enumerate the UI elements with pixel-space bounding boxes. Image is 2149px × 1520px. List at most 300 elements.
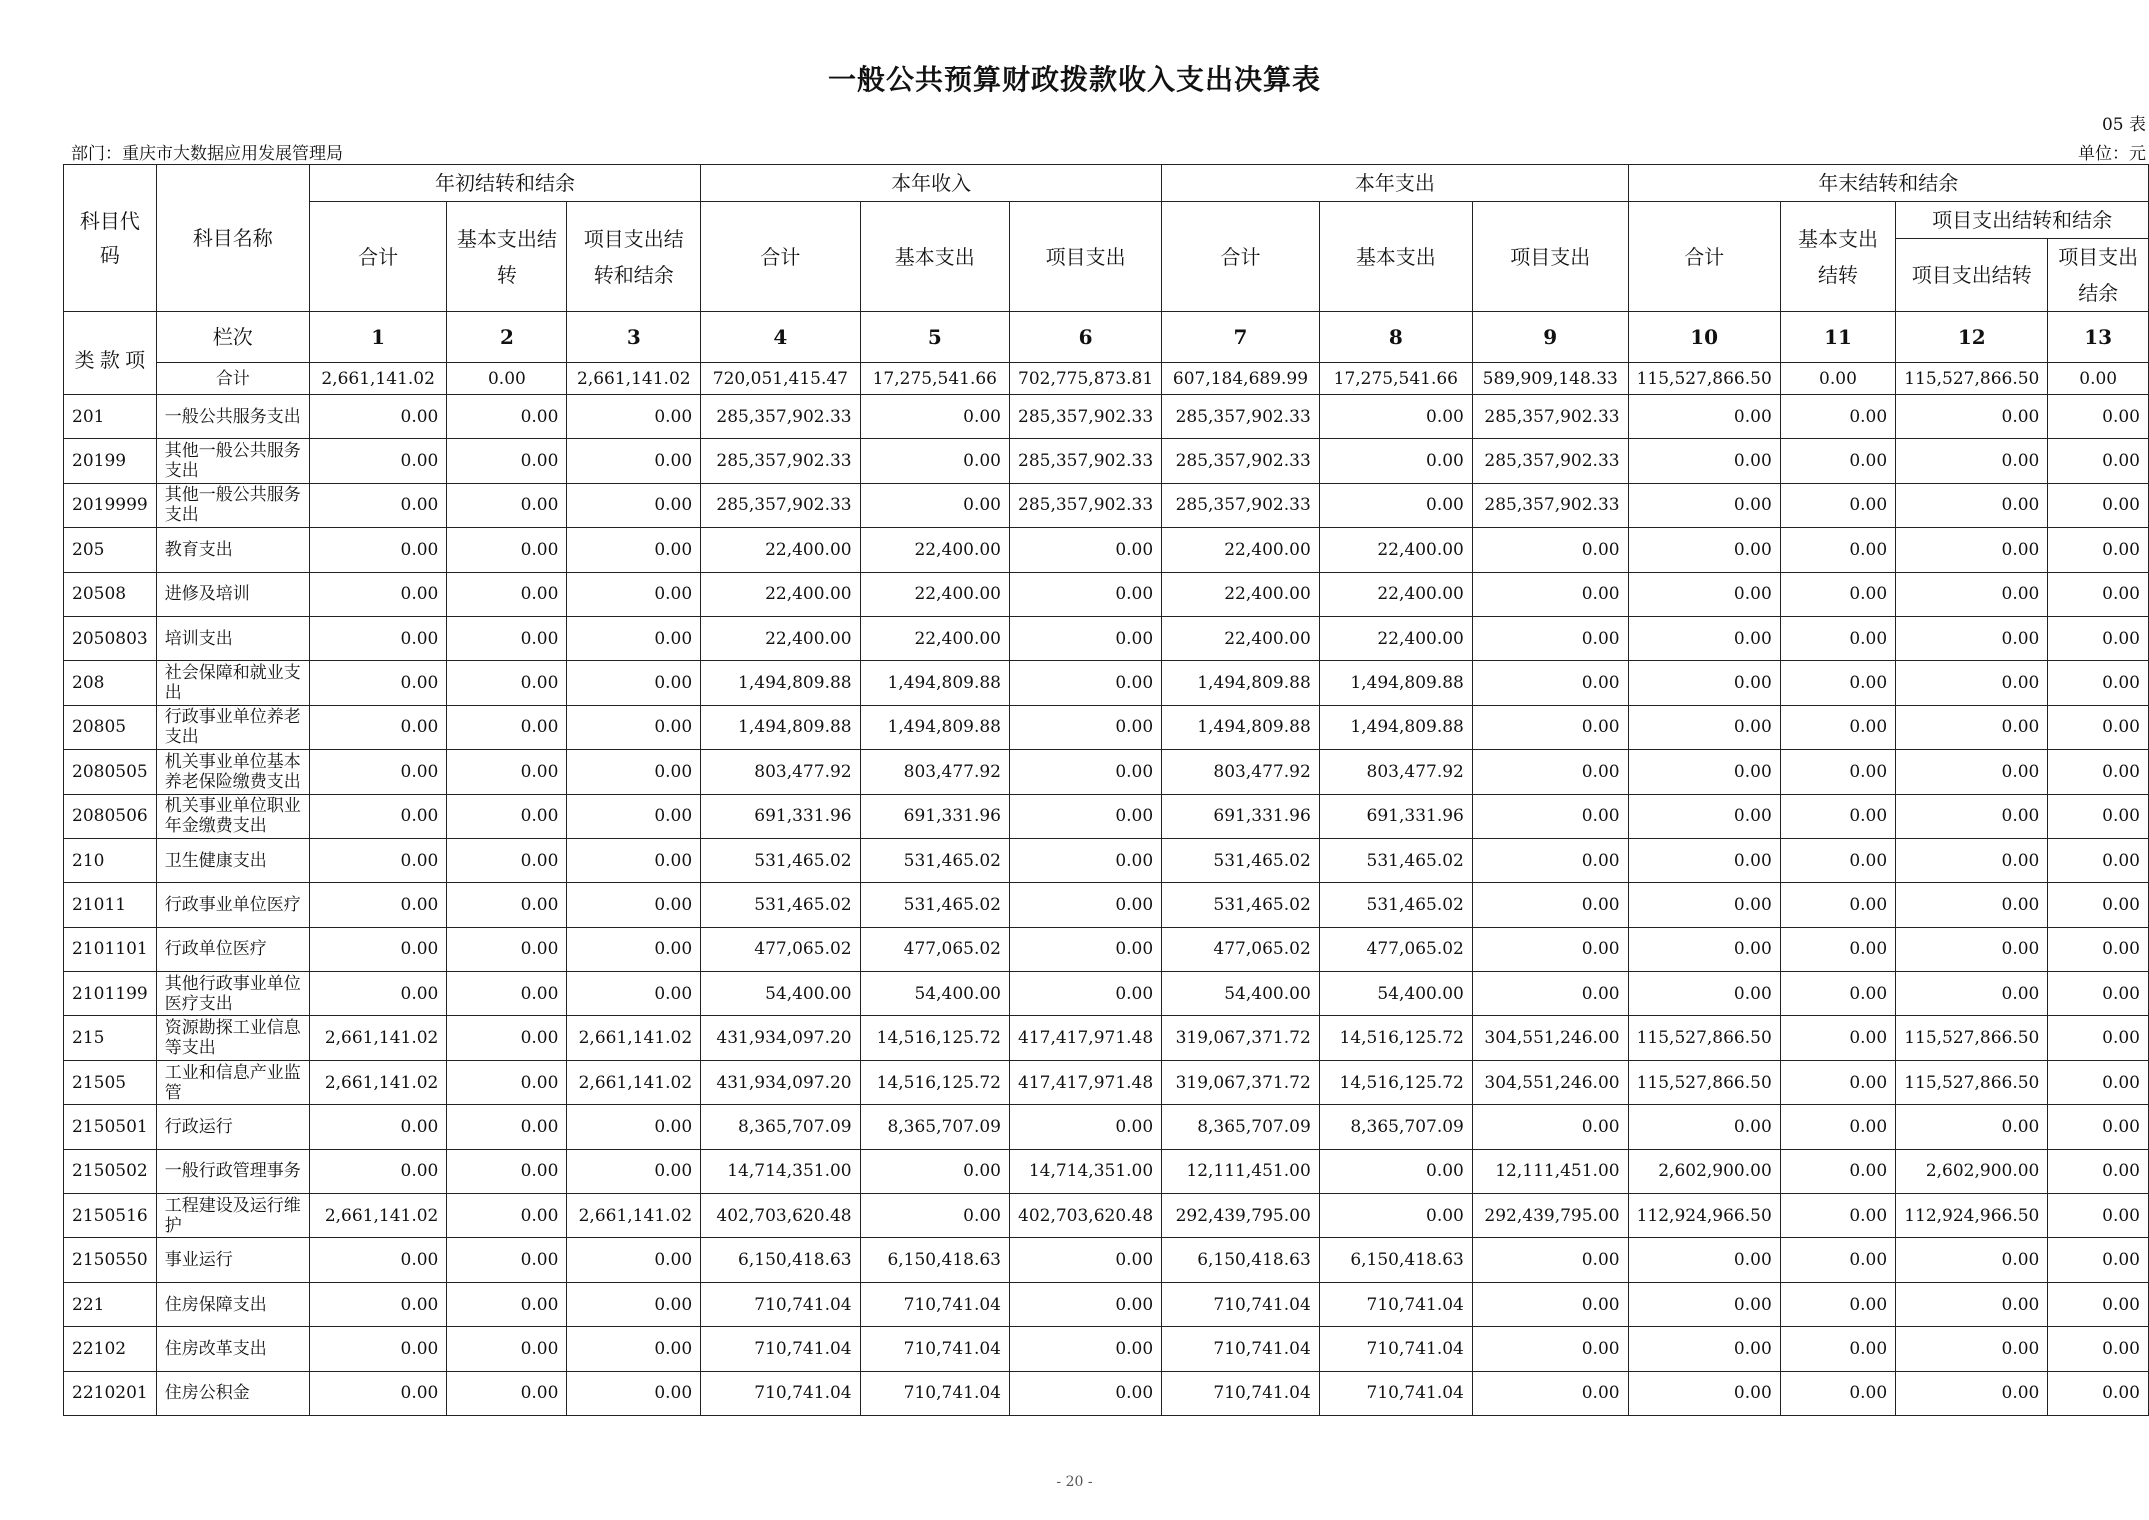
row-value: 8,365,707.09 xyxy=(860,1105,1009,1149)
row-code: 210 xyxy=(64,838,157,882)
row-value: 22,400.00 xyxy=(1319,528,1472,572)
row-value: 0.00 xyxy=(2048,1238,2149,1282)
row-value: 0.00 xyxy=(309,395,446,439)
row-value: 0.00 xyxy=(309,1105,446,1149)
row-value: 12,111,451.00 xyxy=(1472,1149,1628,1193)
row-code: 20805 xyxy=(64,705,157,749)
row-value: 0.00 xyxy=(860,395,1009,439)
row-value: 22,400.00 xyxy=(860,616,1009,660)
row-value: 0.00 xyxy=(567,1149,701,1193)
row-name: 工业和信息产业监管 xyxy=(156,1060,309,1104)
row-value: 0.00 xyxy=(860,1149,1009,1193)
row-value: 0.00 xyxy=(1780,1105,1895,1149)
table-number: 05 表 xyxy=(2101,115,2146,135)
row-value: 12,111,451.00 xyxy=(1162,1149,1320,1193)
row-value: 0.00 xyxy=(1472,883,1628,927)
row-value: 0.00 xyxy=(2048,483,2149,527)
row-value: 0.00 xyxy=(447,1238,567,1282)
row-value: 6,150,418.63 xyxy=(1162,1238,1320,1282)
row-value: 0.00 xyxy=(567,1105,701,1149)
table-row xyxy=(64,395,2149,439)
row-value: 14,714,351.00 xyxy=(701,1149,860,1193)
row-value: 0.00 xyxy=(1472,972,1628,1016)
row-value: 0.00 xyxy=(1628,927,1780,971)
table-body xyxy=(64,395,2149,1416)
row-value: 0.00 xyxy=(1628,705,1780,749)
row-value: 0.00 xyxy=(1628,1371,1780,1415)
row-value: 0.00 xyxy=(1010,572,1162,616)
row-value: 0.00 xyxy=(1780,528,1895,572)
page-title: 一般公共预算财政拨款收入支出决算表 xyxy=(827,63,1321,96)
row-value: 14,516,125.72 xyxy=(1319,1060,1472,1104)
row-value: 0.00 xyxy=(447,483,567,527)
row-value: 0.00 xyxy=(447,439,567,483)
row-value: 1,494,809.88 xyxy=(701,705,860,749)
row-value: 0.00 xyxy=(1780,483,1895,527)
header-begin-total: 合计 xyxy=(309,202,446,312)
row-value: 402,703,620.48 xyxy=(1010,1194,1162,1238)
header-end-basic-carry: 基本支出结转 xyxy=(1780,202,1895,312)
row-code: 2080505 xyxy=(64,750,157,794)
row-value: 22,400.00 xyxy=(860,572,1009,616)
column-number: 4 xyxy=(701,312,860,363)
row-value: 0.00 xyxy=(2048,794,2149,838)
row-value: 285,357,902.33 xyxy=(701,439,860,483)
header-lanci: 栏次 xyxy=(156,312,309,363)
row-value: 0.00 xyxy=(1319,1149,1472,1193)
row-value: 0.00 xyxy=(2048,1327,2149,1371)
column-number: 6 xyxy=(1010,312,1162,363)
row-value: 0.00 xyxy=(1472,750,1628,794)
row-value: 710,741.04 xyxy=(1319,1371,1472,1415)
row-name: 其他行政事业单位医疗支出 xyxy=(156,972,309,1016)
row-value: 2,661,141.02 xyxy=(309,1194,446,1238)
row-value: 0.00 xyxy=(1472,1371,1628,1415)
row-value: 0.00 xyxy=(567,1238,701,1282)
row-value: 0.00 xyxy=(1628,1327,1780,1371)
row-value: 0.00 xyxy=(1780,750,1895,794)
row-value: 0.00 xyxy=(1780,1194,1895,1238)
row-value: 0.00 xyxy=(1010,1105,1162,1149)
row-value: 0.00 xyxy=(1010,616,1162,660)
row-value: 0.00 xyxy=(447,661,567,705)
row-value: 0.00 xyxy=(2048,883,2149,927)
row-value: 0.00 xyxy=(1780,1149,1895,1193)
row-value: 319,067,371.72 xyxy=(1162,1060,1320,1104)
row-value: 0.00 xyxy=(1010,661,1162,705)
row-value: 0.00 xyxy=(567,1282,701,1326)
row-value: 0.00 xyxy=(567,838,701,882)
row-value: 0.00 xyxy=(1472,1238,1628,1282)
row-value: 1,494,809.88 xyxy=(701,661,860,705)
row-value: 54,400.00 xyxy=(860,972,1009,1016)
row-value: 0.00 xyxy=(567,750,701,794)
row-value: 0.00 xyxy=(1628,483,1780,527)
table-row xyxy=(64,927,2149,971)
row-value: 285,357,902.33 xyxy=(1472,483,1628,527)
column-number: 2 xyxy=(447,312,567,363)
row-value: 0.00 xyxy=(1780,1371,1895,1415)
column-number: 12 xyxy=(1896,312,2048,363)
table-row xyxy=(64,750,2149,794)
row-value: 0.00 xyxy=(2048,705,2149,749)
row-value: 0.00 xyxy=(1780,927,1895,971)
row-value: 0.00 xyxy=(447,1149,567,1193)
row-value: 0.00 xyxy=(1896,1238,2048,1282)
row-code: 208 xyxy=(64,661,157,705)
row-code: 20508 xyxy=(64,572,157,616)
row-value: 0.00 xyxy=(1628,528,1780,572)
row-name: 行政运行 xyxy=(156,1105,309,1149)
row-value: 0.00 xyxy=(1896,439,2048,483)
page-number: - 20 - xyxy=(1056,1474,1093,1490)
header-end-project-carry: 项目支出结转 xyxy=(1896,239,2048,312)
budget-table xyxy=(63,164,2149,1416)
row-value: 285,357,902.33 xyxy=(701,483,860,527)
row-value: 531,465.02 xyxy=(701,883,860,927)
header-lei: 类 xyxy=(74,348,95,372)
row-value: 22,400.00 xyxy=(1162,616,1320,660)
row-value: 0.00 xyxy=(1628,661,1780,705)
row-value: 531,465.02 xyxy=(860,883,1009,927)
row-value: 0.00 xyxy=(447,528,567,572)
row-value: 0.00 xyxy=(1780,838,1895,882)
row-value: 14,516,125.72 xyxy=(860,1016,1009,1060)
row-value: 0.00 xyxy=(860,483,1009,527)
header-name: 科目名称 xyxy=(156,165,309,312)
row-value: 0.00 xyxy=(447,1105,567,1149)
row-value: 0.00 xyxy=(2048,1282,2149,1326)
row-name: 一般公共服务支出 xyxy=(156,395,309,439)
row-value: 0.00 xyxy=(309,1282,446,1326)
row-code: 2080506 xyxy=(64,794,157,838)
row-value: 115,527,866.50 xyxy=(1628,1060,1780,1104)
row-value: 2,602,900.00 xyxy=(1896,1149,2048,1193)
row-value: 0.00 xyxy=(1472,572,1628,616)
row-value: 14,714,351.00 xyxy=(1010,1149,1162,1193)
row-value: 8,365,707.09 xyxy=(1162,1105,1320,1149)
row-name: 行政事业单位养老支出 xyxy=(156,705,309,749)
table-row xyxy=(64,1327,2149,1371)
row-value: 115,527,866.50 xyxy=(1896,1016,2048,1060)
row-value: 0.00 xyxy=(1896,395,2048,439)
row-code: 2101199 xyxy=(64,972,157,1016)
row-value: 803,477.92 xyxy=(1319,750,1472,794)
row-value: 0.00 xyxy=(1896,616,2048,660)
column-number: 7 xyxy=(1162,312,1320,363)
row-name: 其他一般公共服务支出 xyxy=(156,483,309,527)
header-income-total: 合计 xyxy=(701,202,860,312)
row-value: 0.00 xyxy=(309,927,446,971)
row-value: 2,602,900.00 xyxy=(1628,1149,1780,1193)
row-value: 710,741.04 xyxy=(1162,1327,1320,1371)
table-row xyxy=(64,1016,2149,1060)
total-value: 115,527,866.50 xyxy=(1896,363,2048,395)
row-name: 资源勘探工业信息等支出 xyxy=(156,1016,309,1060)
row-value: 0.00 xyxy=(309,750,446,794)
row-value: 0.00 xyxy=(1780,972,1895,1016)
total-value: 2,661,141.02 xyxy=(567,363,701,395)
row-value: 0.00 xyxy=(2048,750,2149,794)
row-name: 住房改革支出 xyxy=(156,1327,309,1371)
header-lei-kuan-xiang xyxy=(64,312,157,395)
row-value: 0.00 xyxy=(1780,883,1895,927)
row-value: 2,661,141.02 xyxy=(567,1060,701,1104)
row-value: 285,357,902.33 xyxy=(1162,395,1320,439)
row-code: 20199 xyxy=(64,439,157,483)
row-code: 2150501 xyxy=(64,1105,157,1149)
row-value: 0.00 xyxy=(309,838,446,882)
row-value: 6,150,418.63 xyxy=(1319,1238,1472,1282)
row-value: 292,439,795.00 xyxy=(1162,1194,1320,1238)
row-name: 教育支出 xyxy=(156,528,309,572)
row-value: 0.00 xyxy=(567,705,701,749)
header-group-begin: 年初结转和结余 xyxy=(309,165,700,202)
column-number: 9 xyxy=(1472,312,1628,363)
row-value: 0.00 xyxy=(567,572,701,616)
row-value: 112,924,966.50 xyxy=(1628,1194,1780,1238)
row-value: 22,400.00 xyxy=(701,616,860,660)
row-value: 0.00 xyxy=(860,1194,1009,1238)
row-value: 0.00 xyxy=(309,439,446,483)
table-row xyxy=(64,439,2149,483)
row-value: 1,494,809.88 xyxy=(1319,661,1472,705)
row-name: 事业运行 xyxy=(156,1238,309,1282)
table-row xyxy=(64,616,2149,660)
row-value: 0.00 xyxy=(1896,972,2048,1016)
table-row xyxy=(64,572,2149,616)
row-value: 1,494,809.88 xyxy=(1162,661,1320,705)
row-value: 0.00 xyxy=(2048,927,2149,971)
total-value: 607,184,689.99 xyxy=(1162,363,1320,395)
row-value: 115,527,866.50 xyxy=(1896,1060,2048,1104)
row-value: 0.00 xyxy=(1628,439,1780,483)
row-code: 2050803 xyxy=(64,616,157,660)
table-row xyxy=(64,838,2149,882)
row-value: 6,150,418.63 xyxy=(860,1238,1009,1282)
row-value: 1,494,809.88 xyxy=(860,661,1009,705)
row-value: 0.00 xyxy=(1010,972,1162,1016)
row-value: 0.00 xyxy=(567,661,701,705)
row-name: 培训支出 xyxy=(156,616,309,660)
column-number: 1 xyxy=(309,312,446,363)
row-value: 0.00 xyxy=(1628,794,1780,838)
row-name: 住房公积金 xyxy=(156,1371,309,1415)
row-value: 0.00 xyxy=(2048,972,2149,1016)
row-value: 0.00 xyxy=(1896,794,2048,838)
row-code: 205 xyxy=(64,528,157,572)
row-value: 285,357,902.33 xyxy=(1162,439,1320,483)
row-value: 0.00 xyxy=(2048,528,2149,572)
row-value: 710,741.04 xyxy=(1319,1327,1472,1371)
row-value: 0.00 xyxy=(1780,395,1895,439)
row-code: 2019999 xyxy=(64,483,157,527)
row-value: 0.00 xyxy=(1010,1327,1162,1371)
unit-label: 单位：元 xyxy=(2078,144,2146,164)
row-value: 304,551,246.00 xyxy=(1472,1060,1628,1104)
row-code: 215 xyxy=(64,1016,157,1060)
row-value: 54,400.00 xyxy=(701,972,860,1016)
row-value: 1,494,809.88 xyxy=(860,705,1009,749)
row-value: 0.00 xyxy=(1319,439,1472,483)
row-value: 0.00 xyxy=(1780,1282,1895,1326)
table-header xyxy=(64,165,2149,395)
row-value: 0.00 xyxy=(1896,661,2048,705)
row-value: 0.00 xyxy=(1628,838,1780,882)
row-value: 285,357,902.33 xyxy=(701,395,860,439)
row-value: 477,065.02 xyxy=(860,927,1009,971)
total-value: 17,275,541.66 xyxy=(860,363,1009,395)
row-value: 0.00 xyxy=(2048,1194,2149,1238)
row-value: 0.00 xyxy=(1472,528,1628,572)
row-value: 0.00 xyxy=(1896,1282,2048,1326)
row-value: 54,400.00 xyxy=(1162,972,1320,1016)
header-expense-project: 项目支出 xyxy=(1472,202,1628,312)
row-name: 一般行政管理事务 xyxy=(156,1149,309,1193)
row-name: 住房保障支出 xyxy=(156,1282,309,1326)
header-income-project: 项目支出 xyxy=(1010,202,1162,312)
row-code: 201 xyxy=(64,395,157,439)
table-row xyxy=(64,661,2149,705)
row-value: 0.00 xyxy=(1896,483,2048,527)
row-value: 285,357,902.33 xyxy=(1010,439,1162,483)
row-value: 0.00 xyxy=(309,883,446,927)
row-value: 22,400.00 xyxy=(701,528,860,572)
row-value: 0.00 xyxy=(2048,395,2149,439)
column-number: 11 xyxy=(1780,312,1895,363)
row-value: 0.00 xyxy=(1628,572,1780,616)
row-value: 531,465.02 xyxy=(701,838,860,882)
row-value: 0.00 xyxy=(2048,1016,2149,1060)
table-row xyxy=(64,883,2149,927)
row-name: 机关事业单位职业年金缴费支出 xyxy=(156,794,309,838)
row-value: 0.00 xyxy=(1010,794,1162,838)
row-value: 22,400.00 xyxy=(860,528,1009,572)
row-value: 0.00 xyxy=(309,661,446,705)
row-value: 0.00 xyxy=(1896,528,2048,572)
row-value: 0.00 xyxy=(1780,439,1895,483)
row-value: 22,400.00 xyxy=(1319,572,1472,616)
row-value: 0.00 xyxy=(447,572,567,616)
row-value: 710,741.04 xyxy=(701,1282,860,1326)
row-value: 0.00 xyxy=(1896,927,2048,971)
table-row xyxy=(64,1282,2149,1326)
row-value: 0.00 xyxy=(1896,1327,2048,1371)
row-value: 691,331.96 xyxy=(1319,794,1472,838)
row-value: 2,661,141.02 xyxy=(567,1194,701,1238)
row-value: 691,331.96 xyxy=(860,794,1009,838)
row-code: 2150502 xyxy=(64,1149,157,1193)
row-value: 2,661,141.02 xyxy=(567,1016,701,1060)
row-value: 0.00 xyxy=(1628,883,1780,927)
row-value: 0.00 xyxy=(567,1327,701,1371)
row-value: 22,400.00 xyxy=(1162,528,1320,572)
row-code: 21011 xyxy=(64,883,157,927)
row-value: 0.00 xyxy=(1780,705,1895,749)
row-value: 0.00 xyxy=(309,616,446,660)
total-value: 720,051,415.47 xyxy=(701,363,860,395)
row-code: 2150550 xyxy=(64,1238,157,1282)
total-value: 17,275,541.66 xyxy=(1319,363,1472,395)
row-value: 8,365,707.09 xyxy=(1319,1105,1472,1149)
row-code: 21505 xyxy=(64,1060,157,1104)
total-value: 115,527,866.50 xyxy=(1628,363,1780,395)
row-value: 0.00 xyxy=(1472,705,1628,749)
row-value: 0.00 xyxy=(447,1060,567,1104)
row-value: 292,439,795.00 xyxy=(1472,1194,1628,1238)
row-value: 0.00 xyxy=(447,1371,567,1415)
row-value: 319,067,371.72 xyxy=(1162,1016,1320,1060)
row-value: 14,516,125.72 xyxy=(1319,1016,1472,1060)
table-row xyxy=(64,528,2149,572)
row-value: 0.00 xyxy=(309,528,446,572)
table-row xyxy=(64,1060,2149,1104)
row-value: 803,477.92 xyxy=(1162,750,1320,794)
row-value: 0.00 xyxy=(309,705,446,749)
row-value: 112,924,966.50 xyxy=(1896,1194,2048,1238)
row-name: 机关事业单位基本养老保险缴费支出 xyxy=(156,750,309,794)
row-value: 22,400.00 xyxy=(701,572,860,616)
row-value: 285,357,902.33 xyxy=(1472,395,1628,439)
row-value: 0.00 xyxy=(1896,1105,2048,1149)
total-value: 702,775,873.81 xyxy=(1010,363,1162,395)
row-value: 22,400.00 xyxy=(1319,616,1472,660)
row-value: 0.00 xyxy=(1628,395,1780,439)
row-value: 0.00 xyxy=(2048,1105,2149,1149)
row-value: 0.00 xyxy=(567,883,701,927)
row-value: 431,934,097.20 xyxy=(701,1016,860,1060)
row-value: 0.00 xyxy=(447,616,567,660)
row-value: 0.00 xyxy=(447,750,567,794)
row-value: 531,465.02 xyxy=(1162,883,1320,927)
header-end-project-bal: 项目支出结余 xyxy=(2048,239,2149,312)
row-value: 0.00 xyxy=(567,439,701,483)
row-value: 1,494,809.88 xyxy=(1162,705,1320,749)
table-row xyxy=(64,705,2149,749)
table-row xyxy=(64,483,2149,527)
row-value: 402,703,620.48 xyxy=(701,1194,860,1238)
row-value: 710,741.04 xyxy=(1162,1371,1320,1415)
row-value: 0.00 xyxy=(447,1016,567,1060)
table-row xyxy=(64,1238,2149,1282)
row-value: 285,357,902.33 xyxy=(1162,483,1320,527)
row-value: 2,661,141.02 xyxy=(309,1060,446,1104)
column-number: 13 xyxy=(2048,312,2149,363)
row-value: 531,465.02 xyxy=(1162,838,1320,882)
row-value: 0.00 xyxy=(447,972,567,1016)
row-value: 115,527,866.50 xyxy=(1628,1016,1780,1060)
row-value: 0.00 xyxy=(1780,794,1895,838)
row-value: 0.00 xyxy=(1780,661,1895,705)
row-value: 0.00 xyxy=(309,572,446,616)
row-value: 0.00 xyxy=(1628,750,1780,794)
row-value: 477,065.02 xyxy=(1162,927,1320,971)
row-value: 0.00 xyxy=(1472,1105,1628,1149)
row-value: 0.00 xyxy=(447,883,567,927)
row-name: 卫生健康支出 xyxy=(156,838,309,882)
row-value: 0.00 xyxy=(447,1282,567,1326)
row-name: 进修及培训 xyxy=(156,572,309,616)
row-value: 0.00 xyxy=(309,794,446,838)
row-value: 0.00 xyxy=(2048,661,2149,705)
header-end-total: 合计 xyxy=(1628,202,1780,312)
row-value: 0.00 xyxy=(309,1327,446,1371)
header-income-basic: 基本支出 xyxy=(860,202,1009,312)
row-value: 0.00 xyxy=(447,395,567,439)
row-value: 531,465.02 xyxy=(1319,838,1472,882)
header-end-project-group: 项目支出结转和结余 xyxy=(1896,202,2149,239)
row-value: 0.00 xyxy=(1896,838,2048,882)
